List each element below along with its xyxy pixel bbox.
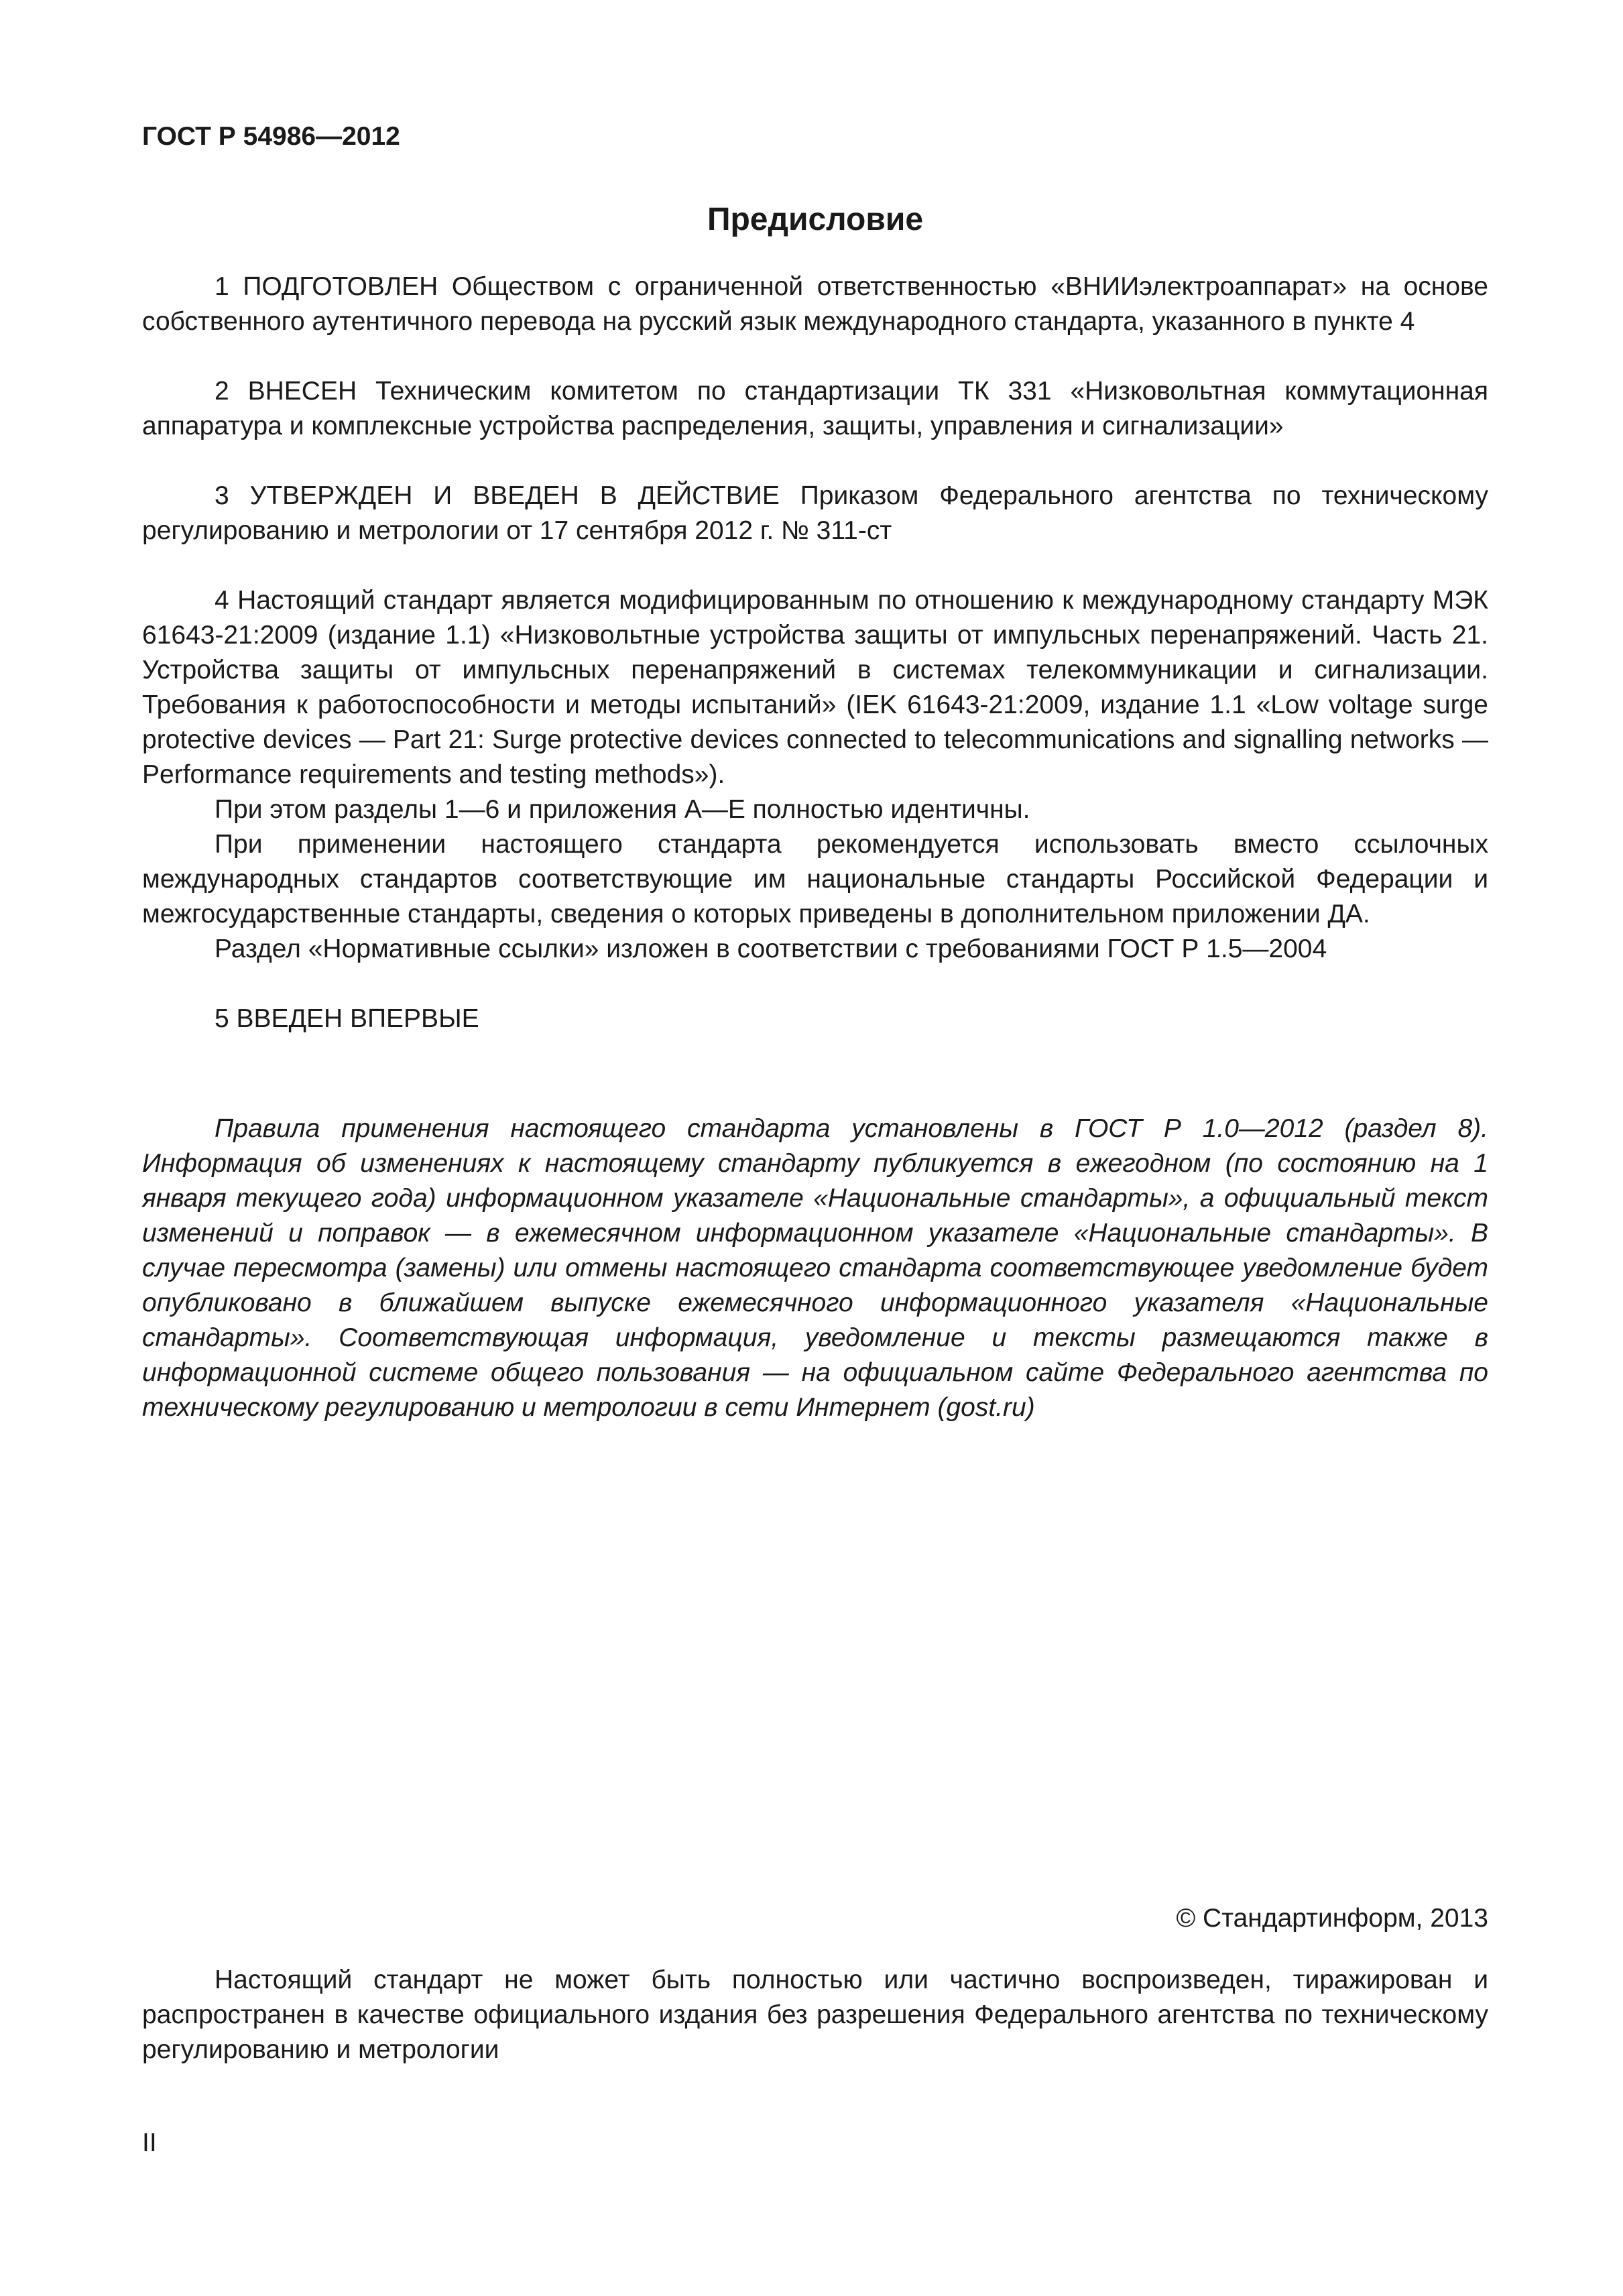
spacer: [142, 548, 1488, 583]
paragraph-rules-notice: Правила применения настоящего стандарта установлены в ГОСТ Р 1.0—2012 (раздел 8). Информация об изменениях к настоящему стандарту публикуется в ежегодном (по состоянию на 1 января текущего года) информационном указателе «Национальные стандарты», а официальный текст изменений и поправок — в ежемесячном информационном указателе «Национальные стандарты». В случае пересмотра (замены) или отмены настоящего стандарта соответствующее уведомление будет опубликовано в ближайшем выпуске ежемесячного информационного указателя «Национальные стандарты». Соответствующая информация, уведомление и тексты размещаются также в информационной системе общего пользования — на официальном сайте Федерального агентства по техническому регулированию и метрологии в сети Интернет (gost.ru): [142, 1114, 1488, 1422]
page-title: Предисловие: [707, 202, 924, 237]
page-number: II: [142, 2128, 157, 2157]
standard-code-header: ГОСТ Р 54986—2012: [142, 122, 400, 151]
paragraph-modified: 4 Настоящий стандарт является модифицированным по отношению к международному стандарту МЭК 61643-21:2009 (издание 1.1) «Низковольтные устройства защиты от импульсных перенапряжений. Часть 21. Устройства защиты от импульсных перенапряжений в системах телекоммуникации и сигнализации. Требования к работоспособности и методы испытаний» (IEK 61643-21:2009, издание 1.1 «Low voltage surge protective devices — Part 21: Surge protective devices connected to telecommunications and signalling networks — Performance requirements and testing methods»).: [142, 586, 1488, 789]
spacer: [142, 967, 1488, 1002]
paragraph-first-introduced: 5 ВВЕДЕН ВПЕРВЫЕ: [215, 1004, 479, 1033]
spacer: [142, 444, 1488, 479]
reproduction-notice-block: [142, 1963, 1488, 2067]
spacer: [142, 339, 1488, 374]
paragraph-approved: 3 УТВЕРЖДЕН И ВВЕДЕН В ДЕЙСТВИЕ Приказом Федерального агентства по техническому регулированию и метрологии от 17 сентября 2012 г. № 311-ст: [142, 481, 1488, 545]
foreword-body: [142, 269, 1488, 1036]
paragraph-normative: Раздел «Нормативные ссылки» изложен в соответствии с требованиями ГОСТ Р 1.5—2004: [215, 934, 1327, 963]
rules-notice-block: [142, 1111, 1488, 1425]
paragraph-identical: При этом разделы 1—6 и приложения А—Е полностью идентичны.: [215, 795, 1030, 824]
paragraph-introduced: 2 ВНЕСЕН Техническим комитетом по стандартизации ТК 331 «Низковольтная коммутационная аппаратура и комплексные устройства распределения, защиты, управления и сигнализации»: [142, 377, 1488, 440]
copyright-line: © Стандартинформ, 2013: [1176, 1904, 1488, 1933]
paragraph-prepared: 1 ПОДГОТОВЛЕН Обществом с ограниченной ответственностью «ВНИИэлектроаппарат» на основе собственного аутентичного перевода на русский язык международного стандарта, указанного в пункте 4: [142, 272, 1488, 336]
paragraph-reproduction-notice: Настоящий стандарт не может быть полностью или частично воспроизведен, тиражирован и распространен в качестве официального издания без разрешения Федерального агентства по техническому регулированию и метрологии: [142, 1966, 1488, 2064]
paragraph-recommended: При применении настоящего стандарта рекомендуется использовать вместо ссылочных международных стандартов соответствующие им национальные стандарты Российской Федерации и межгосударственные стандарты, сведения о которых приведены в дополнительном приложении ДА.: [142, 830, 1488, 928]
